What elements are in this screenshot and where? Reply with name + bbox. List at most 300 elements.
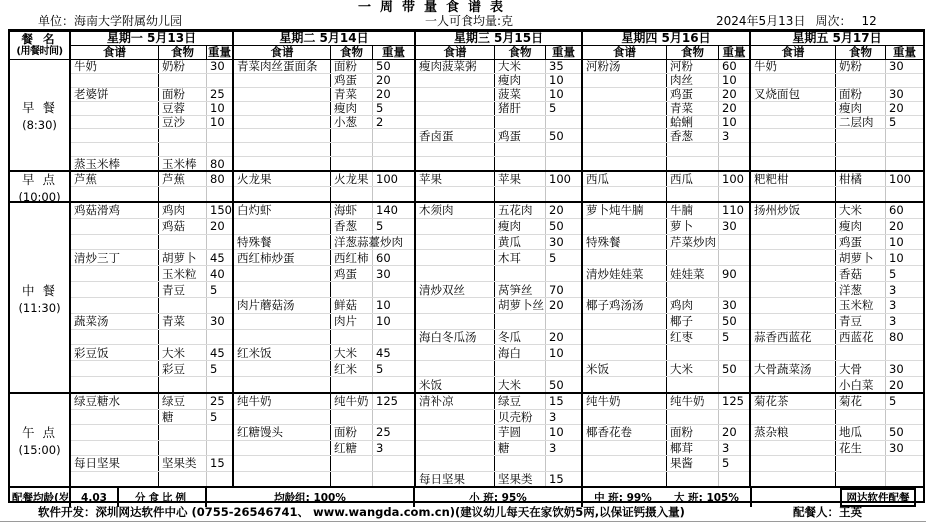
day-cell-lunch [414,203,581,392]
dish-cell: 老婆饼 [71,88,159,101]
menu-line [71,187,232,201]
dish-cell [751,143,836,156]
dish-cell [71,235,159,250]
weight-cell: 20 [889,219,904,234]
day-cell-morning-snack [71,172,232,201]
weight-cell [719,282,749,297]
food-cell: 绿豆 [159,394,207,409]
food-cell [159,298,207,313]
dish-cell: 瘦肉菠菜粥 [416,60,495,73]
dish-cell: 椰香花卷 [583,425,667,440]
dish-cell: 鸡菇滑鸡 [71,203,159,218]
menu-line [751,314,923,330]
dish-cell [583,88,667,101]
dish-cell [71,116,159,129]
dish-cell [234,266,331,281]
menu-line [583,266,749,282]
dish-cell: 红糖馒头 [234,425,331,440]
food-cell: 地瓜 [836,425,886,440]
weight-cell: 110 [722,203,744,218]
food-cell: 肉片 [331,314,373,329]
dish-cell [71,330,159,345]
menu-line [234,425,414,441]
dish-cell: 红米饭 [234,345,331,360]
menu-line [583,377,749,392]
menu-line [751,102,923,116]
weight-cell: 30 [889,361,904,376]
day-cell-afternoon-snack [71,394,232,486]
dish-cell [234,219,331,234]
dish-cell: 特殊餐 [234,235,331,250]
dish-cell [71,282,159,297]
dish-cell [416,361,495,376]
menu-line [583,410,749,426]
weight-cell: 5 [889,394,897,409]
menu-line [583,250,749,266]
weight-cell [546,157,581,170]
menu-line [71,345,232,361]
food-cell: 胡萝卜 [159,250,207,265]
software-info-row [0,504,926,522]
weight-cell: 3 [722,128,730,143]
food-cell [331,157,373,170]
weight-cell: 20 [889,377,904,392]
weight-cell: 30 [210,314,225,329]
dish-cell [416,456,495,471]
food-cell [331,143,373,156]
dish-cell [234,377,331,392]
food-cell: 洋葱蒜薹炒肉 [331,235,373,250]
meal-name: 早 餐 [22,100,57,115]
food-cell [159,330,207,345]
food-cell: 鲜菇 [331,298,373,313]
food-cell [836,187,886,201]
menu-line [583,88,749,102]
menu-line [416,266,581,282]
dish-cell [416,250,495,265]
food-cell [667,250,719,265]
day-cell-afternoon-snack [581,394,749,486]
weight-cell [719,235,749,250]
day-cell-breakfast [749,60,923,170]
weight-cell [207,330,232,345]
menu-line [234,394,414,410]
food-cell [331,472,373,487]
weight-cell: 3 [889,282,897,297]
weight-cell: 10 [889,250,904,265]
weight-cell [719,187,749,201]
dish-cell [751,250,836,265]
food-cell: 玉米粒 [836,298,886,313]
subheader-row [71,46,232,59]
dish-cell [71,74,159,87]
menu-line [416,377,581,392]
dish-cell [583,157,667,170]
dish-cell [71,143,159,156]
dish-cell [416,102,495,115]
food-cell [159,472,207,487]
subheader-row [416,46,581,59]
weight-cell [719,472,749,487]
weight-cell: 25 [210,87,225,102]
day-label: 星期二 5月14日 [234,32,414,46]
food-cell [159,425,207,440]
food-cell: 瘦肉 [331,102,373,115]
weight-cell [207,143,232,156]
meal-row-breakfast [10,60,923,172]
weight-cell [207,235,232,250]
dish-cell: 粑粑柑 [751,172,836,186]
weight-cell: 5 [889,266,897,281]
meal-name-cell [10,203,71,392]
dish-cell [71,361,159,376]
weight-cell: 30 [376,266,391,281]
food-cell: 面粉 [159,88,207,101]
menu-line [751,129,923,143]
food-cell: 大米 [331,345,373,360]
recipe-subheader: 食谱 [416,46,495,59]
menu-line [751,157,923,170]
weight-cell: 3 [549,440,557,455]
weight-cell: 125 [376,394,398,409]
menu-line [234,377,414,392]
day-label: 星期一 5月13日 [71,32,232,46]
dish-cell: 每日坚果 [416,472,495,487]
meal-name-cell [10,60,71,170]
dish-cell [416,345,495,360]
meal-name: 早 点 [22,171,57,187]
day-cell-lunch [71,203,232,392]
menu-line [751,203,923,219]
food-cell: 胡萝卜 [836,250,886,265]
dish-cell [583,250,667,265]
dish-cell [234,410,331,425]
dish-cell [583,219,667,234]
per-person-amount-label: 一人可食均量:克 [425,14,514,28]
food-cell [836,129,886,142]
day-cell-breakfast [414,60,581,170]
food-cell: 大米 [836,203,886,218]
menu-line [234,60,414,74]
weight-cell: 10 [376,314,391,329]
menu-line [583,187,749,201]
dish-cell: 苹果 [416,172,495,186]
menu-line [234,235,414,251]
weight-cell: 3 [376,440,384,455]
dish-cell [751,157,836,170]
dish-cell [71,187,159,201]
food-cell: 面粉 [331,425,373,440]
dish-cell [234,441,331,456]
dish-cell [416,266,495,281]
weight-cell: 25 [210,394,225,409]
food-cell: 牛腩 [667,203,719,218]
food-cell: 玉米棒 [159,157,207,170]
menu-line [583,129,749,143]
food-cell: 瘦肉 [495,219,546,234]
food-cell: 二层肉 [836,116,886,129]
weight-cell: 10 [889,235,904,250]
menu-line [751,394,923,410]
dish-cell [751,102,836,115]
weight-cell: 90 [722,266,737,281]
weight-cell: 125 [722,394,744,409]
dish-cell [583,410,667,425]
food-cell: 肉丝 [667,74,719,87]
dish-cell [751,345,836,360]
menu-line [71,377,232,392]
menu-line [234,116,414,130]
weight-cell: 50 [889,425,904,440]
food-cell: 玉米粒 [159,266,207,281]
food-cell: 小白菜 [836,377,886,392]
food-cell: 绿豆 [495,394,546,409]
developer-info: 软件开发：深圳网达软件中心 (0755-26546741、 www.wangda.com.cn) [38,505,456,519]
dish-cell [751,74,836,87]
dish-cell [234,282,331,297]
food-cell: 椰茸 [667,441,719,456]
dish-cell [751,298,836,313]
dish-cell [583,187,667,201]
menu-line [583,361,749,377]
dish-cell [583,102,667,115]
menu-line [751,143,923,157]
weight-cell: 30 [549,235,564,250]
menu-line [751,361,923,377]
weight-cell: 140 [376,203,398,218]
weight-cell: 50 [549,128,564,143]
food-cell: 青菜 [159,314,207,329]
weight-cell: 35 [549,59,564,74]
dish-cell: 米饭 [416,377,495,392]
menu-line [234,441,414,457]
dish-cell: 蒸玉米棒 [71,157,159,170]
weight-cell: 3 [889,314,897,329]
menu-line [234,88,414,102]
menu-line [751,456,923,472]
dish-cell: 火龙果 [234,172,331,186]
weight-cell: 80 [889,330,904,345]
food-cell: 海虾 [331,203,373,218]
weight-cell: 100 [889,172,911,186]
weight-cell: 5 [722,456,730,471]
food-subheader: 食物 [836,46,886,59]
food-cell [667,410,719,425]
dish-cell [583,441,667,456]
dish-cell: 木须肉 [416,203,495,218]
weight-cell [207,377,232,392]
dish-cell: 扬州炒饭 [751,203,836,218]
food-cell [495,157,546,170]
menu-line [234,187,414,201]
dish-cell [71,129,159,142]
day-cell-lunch [232,203,414,392]
food-cell [495,314,546,329]
weight-cell: 2 [376,114,384,129]
milk-advice: (建议幼儿每天在家饮奶5两,以保证钙摄入量) [455,505,685,519]
food-cell: 莴笋丝 [495,282,546,297]
food-cell: 青菜 [331,88,373,101]
menu-line [71,456,232,472]
weight-cell [373,282,414,297]
weight-cell: 20 [549,203,564,218]
menu-line [71,129,232,143]
dish-cell: 西瓜 [583,172,667,186]
menu-line [416,143,581,157]
food-cell [495,116,546,129]
menu-line [71,116,232,130]
food-cell: 菊花 [836,394,886,409]
dish-cell [71,377,159,392]
food-cell [836,345,886,360]
weight-cell [719,143,749,156]
weight-cell [207,472,232,487]
weight-cell [373,157,414,170]
weight-cell [546,266,581,281]
dish-cell [416,441,495,456]
day-cell-breakfast [232,60,414,170]
weight-cell: 40 [210,266,225,281]
meal-name: 午 点 [22,425,57,440]
food-cell: 五花肉 [495,203,546,218]
weight-cell [546,143,581,156]
menu-line [751,282,923,298]
meal-time: (11:30) [18,300,61,315]
day-cell-morning-snack [749,172,923,201]
dish-cell: 大骨蔬菜汤 [751,361,836,376]
dish-cell [583,472,667,487]
weight-cell [207,187,232,201]
food-cell: 果酱 [667,456,719,471]
week-label: 周次： [815,14,852,28]
dish-cell [416,157,495,170]
food-cell: 大米 [495,377,546,392]
food-cell: 青豆 [159,282,207,297]
weight-cell: 5 [549,101,557,116]
food-cell [331,456,373,471]
weight-cell [546,116,581,129]
food-cell: 萝卜 [667,219,719,234]
weight-cell [373,129,414,142]
weight-cell: 60 [889,203,904,218]
meal-time: (15:00) [18,443,61,457]
weight-cell: 45 [210,345,225,360]
meal-name: 中 餐 [22,282,57,298]
food-cell [667,282,719,297]
dish-cell [583,377,667,392]
food-cell [836,143,886,156]
menu-line [416,203,581,219]
weight-cell: 15 [210,456,225,471]
food-cell: 鸡蛋 [836,235,886,250]
food-cell: 糖 [495,441,546,456]
avg-age-value: 4.03 [71,488,119,507]
weight-cell: 30 [889,87,904,102]
food-cell [836,74,886,87]
food-cell [667,377,719,392]
weight-cell [373,143,414,156]
menu-line [751,250,923,266]
weight-cell: 30 [722,298,737,313]
weight-cell: 25 [376,425,391,440]
dish-cell [71,219,159,234]
menu-line [416,172,581,187]
weight-cell: 5 [376,361,384,376]
weight-cell: 10 [549,87,564,102]
menu-line [416,250,581,266]
menu-line [751,60,923,74]
food-cell: 河粉 [667,60,719,73]
dish-cell [751,410,836,425]
dish-cell: 芦蕉 [71,172,159,186]
dish-cell [751,219,836,234]
dish-cell [234,129,331,142]
weight-cell: 10 [210,114,225,129]
food-cell: 木耳 [495,250,546,265]
food-cell: 香葱 [667,129,719,142]
food-cell [667,345,719,360]
menu-line [234,102,414,116]
menu-line [234,314,414,330]
weight-subheader: 重量 [208,45,231,59]
food-cell [836,472,886,487]
menu-line [583,143,749,157]
weight-cell: 20 [376,73,391,88]
food-cell [331,377,373,392]
weight-cell [886,157,923,170]
menu-line [583,219,749,235]
dish-cell [583,74,667,87]
menu-line [416,157,581,170]
menu-line [583,394,749,410]
weight-cell [886,456,923,471]
menu-line [416,472,581,487]
dish-cell [71,441,159,456]
dish-cell [751,456,836,471]
food-cell: 鸡蛋 [667,88,719,101]
menu-line [234,143,414,157]
subheader-row [583,46,749,59]
menu-line [583,60,749,74]
weight-cell: 30 [210,59,225,74]
food-cell [836,456,886,471]
meal-row-lunch [10,203,923,394]
day-label: 星期五 5月17日 [751,32,923,46]
weight-cell [886,345,923,360]
food-cell [836,157,886,170]
weight-cell [546,314,581,329]
food-cell: 芦蕉 [159,172,207,186]
food-cell: 冬瓜 [495,330,546,345]
meal-name-cell [10,171,71,204]
menu-line [751,88,923,102]
dish-cell [234,314,331,329]
recipe-subheader: 食谱 [583,46,667,59]
menu-line [583,116,749,130]
dish-cell: 彩豆饭 [71,345,159,360]
weight-cell: 100 [722,172,744,186]
dish-cell [234,456,331,471]
menu-line [751,235,923,251]
food-cell: 鸡菇 [159,219,207,234]
food-cell: 西瓜 [667,172,719,186]
menu-line [234,345,414,361]
weight-cell [207,441,232,456]
food-cell: 芋圆 [495,425,546,440]
day-label: 星期三 5月15日 [416,32,581,46]
menu-line [234,266,414,282]
food-cell: 大米 [667,361,719,376]
